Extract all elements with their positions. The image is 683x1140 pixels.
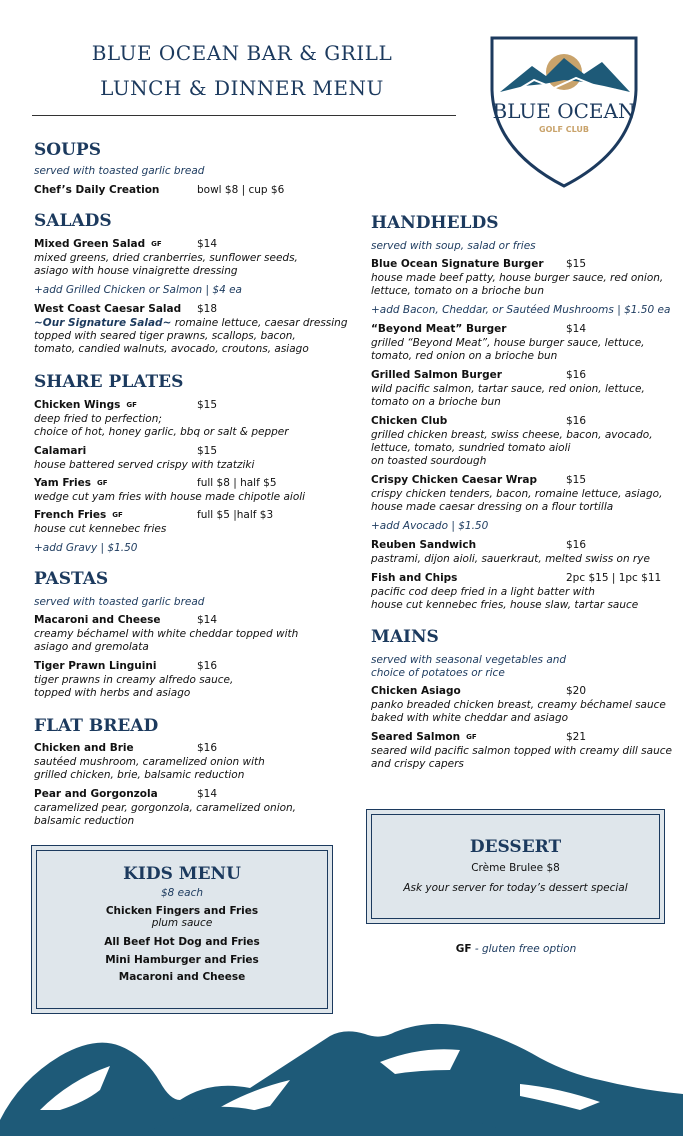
menu-item-name: West Coast Caesar Salad bbox=[34, 303, 182, 315]
menu-item-desc: creamy béchamel with white cheddar topped with bbox=[34, 628, 299, 640]
kids-menu-box bbox=[31, 845, 333, 1014]
menu-item-price: $16 bbox=[566, 415, 587, 427]
menu-item-price: $16 bbox=[566, 539, 587, 551]
header-divider bbox=[32, 115, 456, 116]
menu-item-desc: tomato, candied walnuts, avocado, croutons, asiago bbox=[34, 343, 309, 355]
menu-item-price: $15 bbox=[197, 399, 218, 411]
menu-item-price: $16 bbox=[566, 369, 587, 381]
menu-item-desc: tomato, red onion on a brioche bun bbox=[371, 350, 558, 362]
menu-item-name: “Beyond Meat” Burger bbox=[371, 323, 507, 335]
menu-item-desc: wedge cut yam fries with house made chipotle aioli bbox=[34, 491, 306, 503]
menu-item-name: Chicken Club bbox=[371, 415, 448, 427]
menu-item-name: Calamari bbox=[34, 445, 87, 457]
section-title-salads: SALADS bbox=[34, 211, 112, 231]
section-title-share-plates: SHARE PLATES bbox=[34, 372, 184, 392]
menu-item-desc: topped with herbs and asiago bbox=[34, 687, 191, 699]
menu-item-name: Macaroni and Cheese bbox=[34, 614, 161, 626]
logo-name: BLUE OCEAN bbox=[492, 99, 636, 123]
dessert-item: Crème Brulee $8 bbox=[471, 862, 560, 874]
logo-sub: GOLF CLUB bbox=[539, 125, 589, 134]
menu-item-desc: baked with white cheddar and asiago bbox=[371, 712, 569, 724]
menu-item-price: bowl $8 | cup $6 bbox=[197, 184, 285, 196]
salads-addon: +add Grilled Chicken or Salmon | $4 ea bbox=[34, 284, 242, 296]
gluten-free-badge: GF bbox=[455, 943, 472, 955]
menu-item-price: $15 bbox=[197, 445, 218, 457]
menu-item-desc: lettuce, tomato, sundried tomato aioli bbox=[371, 442, 571, 454]
menu-item-desc: asiago with house vinaigrette dressing bbox=[34, 265, 238, 277]
menu-item-name: Mixed Green Salad GF bbox=[34, 238, 162, 250]
menu-item-price: $14 bbox=[566, 323, 587, 335]
mountain-graphic bbox=[0, 1010, 683, 1136]
menu-item-price: $16 bbox=[197, 660, 218, 672]
menu-item-name: Fish and Chips bbox=[371, 572, 458, 584]
menu-item-price: $20 bbox=[566, 685, 587, 697]
menu-title-line2: LUNCH & DINNER MENU bbox=[100, 76, 384, 100]
menu-item-price: $15 bbox=[566, 474, 587, 486]
menu-item-desc: deep fried to perfection; bbox=[34, 413, 162, 425]
menu-item-name: Pear and Gorgonzola bbox=[34, 788, 158, 800]
menu-item-desc: wild pacific salmon, tartar sauce, red onion, lettuce, bbox=[371, 383, 645, 395]
menu-item-desc: on toasted sourdough bbox=[371, 455, 487, 467]
share-addon: +add Gravy | $1.50 bbox=[34, 542, 138, 554]
menu-item-name: Chicken Wings GF bbox=[34, 399, 137, 411]
menu-item-desc: grilled chicken, brie, balsamic reduction bbox=[34, 769, 245, 781]
menu-item-name: Crispy Chicken Caesar Wrap bbox=[371, 474, 537, 486]
menu-item-desc: pastrami, dijon aioli, sauerkraut, melted swiss on rye bbox=[371, 553, 650, 565]
menu-item-price: $16 bbox=[197, 742, 218, 754]
menu-item-desc: mixed greens, dried cranberries, sunflower seeds, bbox=[34, 252, 298, 264]
gluten-free-badge: GF bbox=[112, 511, 123, 519]
dessert-title: DESSERT bbox=[469, 837, 562, 857]
section-title-pastas: PASTAS bbox=[34, 569, 109, 589]
menu-item-desc: topped with seared tiger prawns, scallops, bacon, bbox=[34, 330, 296, 342]
menu-item-price: $14 bbox=[197, 788, 218, 800]
kids-item-note: plum sauce bbox=[151, 917, 213, 929]
menu-item-price: $15 bbox=[566, 258, 587, 270]
menu-item-desc: seared wild pacific salmon topped with creamy dill sauce bbox=[371, 745, 672, 757]
handhelds-addon: +add Bacon, Cheddar, or Sautéed Mushrooms | $1.50 ea bbox=[371, 304, 671, 316]
dessert-note: Ask your server for today’s dessert special bbox=[403, 882, 628, 894]
kids-item: All Beef Hot Dog and Fries bbox=[104, 936, 260, 948]
signature-tag: ~Our Signature Salad~ bbox=[34, 317, 172, 329]
menu-item-desc: sautéed mushroom, caramelized onion with bbox=[34, 756, 265, 768]
gluten-free-footnote: GF - gluten free option bbox=[455, 943, 577, 955]
gluten-free-badge: GF bbox=[151, 240, 162, 248]
menu-item-price: 2pc $15 | 1pc $11 bbox=[566, 572, 662, 584]
menu-item-desc: ~Our Signature Salad~ romaine lettuce, caesar dressing bbox=[34, 317, 348, 329]
menu-item-name: Chicken and Brie bbox=[34, 742, 134, 754]
menu-item-desc: pacific cod deep fried in a light batter with bbox=[371, 586, 595, 598]
menu-item-desc: tiger prawns in creamy alfredo sauce, bbox=[34, 674, 234, 686]
dessert-box bbox=[366, 809, 665, 924]
menu-item-price: full $5 |half $3 bbox=[197, 509, 274, 521]
menu-item-desc: grilled chicken breast, swiss cheese, bacon, avocado, bbox=[371, 429, 653, 441]
menu-item-desc: caramelized pear, gorgonzola, caramelized onion, bbox=[34, 802, 297, 814]
kids-menu-title: KIDS MENU bbox=[123, 864, 241, 884]
section-title-handhelds: HANDHELDS bbox=[371, 213, 499, 233]
kids-item: Chicken Fingers and Fries bbox=[105, 905, 259, 917]
menu-item-desc: house made beef patty, house burger sauce, red onion, bbox=[371, 272, 664, 284]
menu-item-desc: tomato on a brioche bun bbox=[371, 396, 501, 408]
menu-item-desc: crispy chicken tenders, bacon, romaine lettuce, asiago, bbox=[371, 488, 663, 500]
menu-item-name: Reuben Sandwich bbox=[371, 539, 477, 551]
menu-item-price: $14 bbox=[197, 614, 218, 626]
menu-item-desc: house cut kennebec fries, house slaw, tartar sauce bbox=[371, 599, 639, 611]
menu-item-name: French Fries GF bbox=[34, 509, 123, 521]
gluten-free-badge: GF bbox=[96, 479, 108, 487]
section-title-flat-bread: FLAT BREAD bbox=[34, 716, 159, 736]
menu-item-name: Yam Fries GF bbox=[34, 477, 108, 489]
handhelds-addon: +add Avocado | $1.50 bbox=[371, 520, 489, 532]
menu-item-name: Seared Salmon GF bbox=[371, 731, 477, 743]
menu-item-price: full $8 | half $5 bbox=[197, 477, 277, 489]
soups-note: served with toasted garlic bread bbox=[34, 165, 205, 177]
menu-item-desc: lettuce, tomato on a brioche bun bbox=[371, 285, 544, 297]
gluten-free-badge: GF bbox=[126, 401, 137, 409]
menu-title-line1: BLUE OCEAN BAR & GRILL bbox=[91, 41, 393, 65]
menu-item-price: $21 bbox=[566, 731, 587, 743]
menu-item-desc: house cut kennebec fries bbox=[34, 523, 167, 535]
section-title-mains: MAINS bbox=[371, 627, 439, 647]
menu-item-price: $14 bbox=[197, 238, 218, 250]
menu-item-price: $18 bbox=[197, 303, 218, 315]
menu-item-name: Grilled Salmon Burger bbox=[371, 369, 502, 381]
menu-item-desc: and crispy capers bbox=[371, 758, 464, 770]
menu-item-desc: balsamic reduction bbox=[34, 815, 135, 827]
golf-club-logo bbox=[484, 30, 644, 190]
pastas-note: served with toasted garlic bread bbox=[34, 596, 205, 608]
menu-item-name: Tiger Prawn Linguini bbox=[34, 660, 157, 672]
section-title-soups: SOUPS bbox=[34, 140, 101, 160]
gluten-free-badge: GF bbox=[466, 733, 477, 741]
menu-item-desc: house made caesar dressing on a flour tortilla bbox=[371, 501, 614, 513]
menu-item-desc: choice of hot, honey garlic, bbq or salt & pepper bbox=[34, 426, 289, 438]
menu-item-name: Chef’s Daily Creation bbox=[34, 184, 160, 196]
menu-item-desc: house battered served crispy with tzatziki bbox=[34, 459, 255, 471]
mains-note: served with seasonal vegetables and bbox=[371, 654, 567, 666]
handhelds-note: served with soup, salad or fries bbox=[371, 240, 536, 252]
menu-item-name: Blue Ocean Signature Burger bbox=[371, 258, 544, 270]
menu-item-desc: grilled “Beyond Meat”, house burger sauce, lettuce, bbox=[371, 337, 645, 349]
mains-note: choice of potatoes or rice bbox=[371, 667, 505, 679]
menu-item-desc: asiago and gremolata bbox=[34, 641, 149, 653]
menu-item-name: Chicken Asiago bbox=[371, 685, 461, 697]
menu-item-desc: panko breaded chicken breast, creamy béchamel sauce bbox=[371, 699, 666, 711]
kids-menu-price: $8 each bbox=[160, 887, 204, 899]
kids-item: Macaroni and Cheese bbox=[118, 971, 246, 983]
kids-item: Mini Hamburger and Fries bbox=[105, 954, 259, 966]
